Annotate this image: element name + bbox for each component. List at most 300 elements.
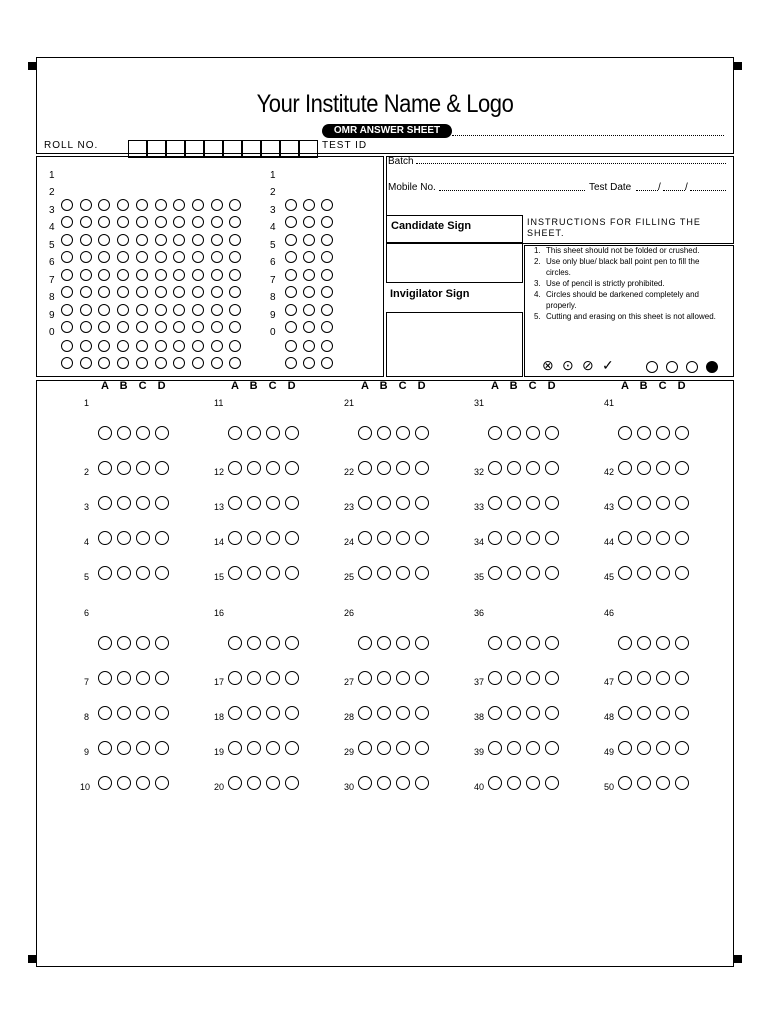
answer-bubble[interactable] <box>675 636 689 650</box>
answer-bubble[interactable] <box>396 566 410 580</box>
answer-bubble[interactable] <box>618 776 632 790</box>
answer-bubble[interactable] <box>266 671 280 685</box>
roll-bubble[interactable] <box>61 340 73 352</box>
answer-bubble[interactable] <box>117 706 131 720</box>
answer-bubble[interactable] <box>396 671 410 685</box>
answer-bubble[interactable] <box>637 461 651 475</box>
roll-bubble[interactable] <box>136 199 148 211</box>
answer-bubble[interactable] <box>228 671 242 685</box>
answer-bubble[interactable] <box>545 531 559 545</box>
answer-bubble[interactable] <box>488 706 502 720</box>
test-date-day-field[interactable] <box>636 190 658 191</box>
answer-bubble[interactable] <box>526 531 540 545</box>
answer-bubble[interactable] <box>618 671 632 685</box>
roll-bubble[interactable] <box>192 321 204 333</box>
answer-bubble[interactable] <box>247 671 261 685</box>
answer-bubble[interactable] <box>285 461 299 475</box>
test-id-bubble[interactable] <box>303 251 315 263</box>
answer-bubble[interactable] <box>675 461 689 475</box>
answer-bubble[interactable] <box>415 461 429 475</box>
answer-bubble[interactable] <box>545 496 559 510</box>
roll-bubble[interactable] <box>117 321 129 333</box>
answer-bubble[interactable] <box>98 531 112 545</box>
answer-bubble[interactable] <box>656 636 670 650</box>
answer-bubble[interactable] <box>247 566 261 580</box>
answer-bubble[interactable] <box>526 496 540 510</box>
answer-bubble[interactable] <box>396 426 410 440</box>
candidate-sign-box[interactable] <box>386 243 523 283</box>
answer-bubble[interactable] <box>247 776 261 790</box>
answer-bubble[interactable] <box>228 706 242 720</box>
test-id-bubble[interactable] <box>303 234 315 246</box>
roll-bubble[interactable] <box>192 269 204 281</box>
roll-bubble[interactable] <box>117 234 129 246</box>
answer-bubble[interactable] <box>637 636 651 650</box>
answer-bubble[interactable] <box>228 566 242 580</box>
answer-bubble[interactable] <box>228 426 242 440</box>
roll-bubble[interactable] <box>117 251 129 263</box>
test-id-bubble[interactable] <box>321 251 333 263</box>
answer-bubble[interactable] <box>247 426 261 440</box>
answer-bubble[interactable] <box>117 671 131 685</box>
answer-bubble[interactable] <box>228 776 242 790</box>
roll-bubble[interactable] <box>80 304 92 316</box>
answer-bubble[interactable] <box>117 776 131 790</box>
test-id-bubble[interactable] <box>321 321 333 333</box>
test-id-bubble[interactable] <box>303 321 315 333</box>
roll-bubble[interactable] <box>61 321 73 333</box>
roll-bubble[interactable] <box>211 321 223 333</box>
answer-bubble[interactable] <box>377 741 391 755</box>
answer-bubble[interactable] <box>155 671 169 685</box>
test-id-bubble[interactable] <box>285 321 297 333</box>
answer-bubble[interactable] <box>637 426 651 440</box>
answer-bubble[interactable] <box>415 671 429 685</box>
roll-bubble[interactable] <box>192 234 204 246</box>
answer-bubble[interactable] <box>358 671 372 685</box>
answer-bubble[interactable] <box>247 706 261 720</box>
answer-bubble[interactable] <box>618 426 632 440</box>
answer-bubble[interactable] <box>117 496 131 510</box>
answer-bubble[interactable] <box>285 566 299 580</box>
roll-bubble[interactable] <box>136 321 148 333</box>
answer-bubble[interactable] <box>136 776 150 790</box>
answer-bubble[interactable] <box>545 706 559 720</box>
answer-bubble[interactable] <box>526 706 540 720</box>
answer-bubble[interactable] <box>358 566 372 580</box>
answer-bubble[interactable] <box>488 531 502 545</box>
roll-bubble[interactable] <box>80 340 92 352</box>
answer-bubble[interactable] <box>618 706 632 720</box>
roll-bubble[interactable] <box>136 340 148 352</box>
answer-bubble[interactable] <box>98 776 112 790</box>
roll-bubble[interactable] <box>117 286 129 298</box>
answer-bubble[interactable] <box>488 741 502 755</box>
answer-bubble[interactable] <box>618 566 632 580</box>
answer-bubble[interactable] <box>358 496 372 510</box>
roll-bubble[interactable] <box>136 357 148 369</box>
answer-bubble[interactable] <box>98 741 112 755</box>
test-id-bubble[interactable] <box>321 216 333 228</box>
answer-bubble[interactable] <box>155 461 169 475</box>
answer-bubble[interactable] <box>228 636 242 650</box>
answer-bubble[interactable] <box>618 496 632 510</box>
roll-bubble[interactable] <box>155 340 167 352</box>
roll-bubble[interactable] <box>80 199 92 211</box>
answer-bubble[interactable] <box>526 566 540 580</box>
roll-bubble[interactable] <box>80 321 92 333</box>
roll-bubble[interactable] <box>211 199 223 211</box>
test-id-bubble[interactable] <box>285 304 297 316</box>
answer-bubble[interactable] <box>358 531 372 545</box>
answer-bubble[interactable] <box>155 531 169 545</box>
answer-bubble[interactable] <box>377 531 391 545</box>
roll-bubble[interactable] <box>155 216 167 228</box>
test-id-bubble[interactable] <box>321 357 333 369</box>
answer-bubble[interactable] <box>247 531 261 545</box>
roll-bubble[interactable] <box>61 357 73 369</box>
test-id-bubble[interactable] <box>321 340 333 352</box>
answer-bubble[interactable] <box>396 741 410 755</box>
answer-bubble[interactable] <box>656 706 670 720</box>
answer-bubble[interactable] <box>377 636 391 650</box>
answer-bubble[interactable] <box>675 741 689 755</box>
answer-bubble[interactable] <box>488 426 502 440</box>
answer-bubble[interactable] <box>415 706 429 720</box>
answer-bubble[interactable] <box>358 426 372 440</box>
roll-bubble[interactable] <box>136 251 148 263</box>
answer-bubble[interactable] <box>98 706 112 720</box>
answer-bubble[interactable] <box>526 741 540 755</box>
roll-bubble[interactable] <box>61 216 73 228</box>
answer-bubble[interactable] <box>488 496 502 510</box>
test-id-bubble[interactable] <box>303 199 315 211</box>
answer-bubble[interactable] <box>637 531 651 545</box>
answer-bubble[interactable] <box>545 426 559 440</box>
answer-bubble[interactable] <box>136 741 150 755</box>
answer-bubble[interactable] <box>377 706 391 720</box>
roll-bubble[interactable] <box>117 269 129 281</box>
answer-bubble[interactable] <box>136 636 150 650</box>
answer-bubble[interactable] <box>656 776 670 790</box>
answer-bubble[interactable] <box>545 566 559 580</box>
roll-bubble[interactable] <box>61 251 73 263</box>
answer-bubble[interactable] <box>675 566 689 580</box>
answer-bubble[interactable] <box>117 531 131 545</box>
roll-bubble[interactable] <box>117 340 129 352</box>
test-id-bubble[interactable] <box>321 304 333 316</box>
answer-bubble[interactable] <box>155 636 169 650</box>
answer-bubble[interactable] <box>358 706 372 720</box>
roll-bubble[interactable] <box>155 199 167 211</box>
roll-bubble[interactable] <box>211 357 223 369</box>
answer-bubble[interactable] <box>155 566 169 580</box>
answer-bubble[interactable] <box>415 636 429 650</box>
roll-bubble[interactable] <box>192 304 204 316</box>
invigilator-sign-box[interactable] <box>386 312 523 377</box>
roll-bubble[interactable] <box>192 216 204 228</box>
answer-bubble[interactable] <box>358 741 372 755</box>
answer-bubble[interactable] <box>507 776 521 790</box>
answer-bubble[interactable] <box>415 776 429 790</box>
test-id-bubble[interactable] <box>303 286 315 298</box>
roll-bubble[interactable] <box>80 234 92 246</box>
answer-bubble[interactable] <box>507 426 521 440</box>
answer-bubble[interactable] <box>545 741 559 755</box>
answer-bubble[interactable] <box>526 426 540 440</box>
answer-bubble[interactable] <box>377 776 391 790</box>
test-id-bubble[interactable] <box>285 234 297 246</box>
answer-bubble[interactable] <box>488 776 502 790</box>
answer-bubble[interactable] <box>285 426 299 440</box>
test-id-bubble[interactable] <box>285 286 297 298</box>
answer-bubble[interactable] <box>266 636 280 650</box>
answer-bubble[interactable] <box>377 496 391 510</box>
answer-bubble[interactable] <box>247 741 261 755</box>
answer-bubble[interactable] <box>285 531 299 545</box>
roll-bubble[interactable] <box>136 286 148 298</box>
answer-bubble[interactable] <box>136 531 150 545</box>
answer-bubble[interactable] <box>545 461 559 475</box>
answer-bubble[interactable] <box>396 776 410 790</box>
answer-bubble[interactable] <box>358 461 372 475</box>
answer-bubble[interactable] <box>415 531 429 545</box>
answer-bubble[interactable] <box>98 426 112 440</box>
answer-bubble[interactable] <box>618 531 632 545</box>
answer-bubble[interactable] <box>545 671 559 685</box>
roll-bubble[interactable] <box>192 251 204 263</box>
answer-bubble[interactable] <box>228 461 242 475</box>
answer-bubble[interactable] <box>247 496 261 510</box>
answer-bubble[interactable] <box>285 776 299 790</box>
answer-bubble[interactable] <box>285 741 299 755</box>
answer-bubble[interactable] <box>488 566 502 580</box>
answer-bubble[interactable] <box>637 671 651 685</box>
test-id-bubble[interactable] <box>285 216 297 228</box>
answer-bubble[interactable] <box>675 671 689 685</box>
answer-bubble[interactable] <box>396 461 410 475</box>
answer-bubble[interactable] <box>266 706 280 720</box>
answer-bubble[interactable] <box>136 566 150 580</box>
answer-bubble[interactable] <box>526 461 540 475</box>
answer-bubble[interactable] <box>285 671 299 685</box>
roll-bubble[interactable] <box>61 286 73 298</box>
answer-bubble[interactable] <box>637 566 651 580</box>
answer-bubble[interactable] <box>136 426 150 440</box>
test-id-bubble[interactable] <box>285 251 297 263</box>
answer-bubble[interactable] <box>228 741 242 755</box>
roll-bubble[interactable] <box>211 286 223 298</box>
answer-bubble[interactable] <box>415 496 429 510</box>
answer-bubble[interactable] <box>507 671 521 685</box>
test-id-bubble[interactable] <box>321 199 333 211</box>
roll-bubble[interactable] <box>117 199 129 211</box>
answer-bubble[interactable] <box>507 496 521 510</box>
answer-bubble[interactable] <box>266 531 280 545</box>
answer-bubble[interactable] <box>247 461 261 475</box>
roll-bubble[interactable] <box>80 251 92 263</box>
answer-bubble[interactable] <box>117 461 131 475</box>
roll-bubble[interactable] <box>155 357 167 369</box>
answer-bubble[interactable] <box>285 706 299 720</box>
answer-bubble[interactable] <box>228 531 242 545</box>
answer-bubble[interactable] <box>488 461 502 475</box>
roll-bubble[interactable] <box>136 216 148 228</box>
answer-bubble[interactable] <box>415 426 429 440</box>
roll-bubble[interactable] <box>80 216 92 228</box>
roll-bubble[interactable] <box>136 234 148 246</box>
answer-bubble[interactable] <box>656 671 670 685</box>
answer-bubble[interactable] <box>415 741 429 755</box>
test-id-bubble[interactable] <box>303 216 315 228</box>
roll-bubble[interactable] <box>61 304 73 316</box>
answer-bubble[interactable] <box>155 741 169 755</box>
answer-bubble[interactable] <box>675 426 689 440</box>
answer-bubble[interactable] <box>507 566 521 580</box>
roll-bubble[interactable] <box>155 234 167 246</box>
roll-bubble[interactable] <box>61 234 73 246</box>
roll-bubble[interactable] <box>117 216 129 228</box>
test-id-bubble[interactable] <box>285 357 297 369</box>
answer-bubble[interactable] <box>675 531 689 545</box>
answer-bubble[interactable] <box>377 461 391 475</box>
roll-bubble[interactable] <box>155 269 167 281</box>
roll-bubble[interactable] <box>211 340 223 352</box>
answer-bubble[interactable] <box>488 636 502 650</box>
answer-bubble[interactable] <box>266 566 280 580</box>
answer-bubble[interactable] <box>656 741 670 755</box>
answer-bubble[interactable] <box>526 671 540 685</box>
test-id-bubble[interactable] <box>303 269 315 281</box>
roll-bubble[interactable] <box>211 234 223 246</box>
answer-bubble[interactable] <box>656 496 670 510</box>
answer-bubble[interactable] <box>377 671 391 685</box>
roll-bubble[interactable] <box>117 304 129 316</box>
answer-bubble[interactable] <box>396 636 410 650</box>
roll-bubble[interactable] <box>211 304 223 316</box>
answer-bubble[interactable] <box>656 566 670 580</box>
answer-bubble[interactable] <box>358 776 372 790</box>
answer-bubble[interactable] <box>618 741 632 755</box>
test-id-bubble[interactable] <box>303 304 315 316</box>
answer-bubble[interactable] <box>545 636 559 650</box>
answer-bubble[interactable] <box>285 496 299 510</box>
roll-bubble[interactable] <box>61 199 73 211</box>
answer-bubble[interactable] <box>266 426 280 440</box>
answer-bubble[interactable] <box>675 496 689 510</box>
answer-bubble[interactable] <box>117 636 131 650</box>
roll-bubble[interactable] <box>192 340 204 352</box>
answer-bubble[interactable] <box>117 566 131 580</box>
answer-bubble[interactable] <box>526 636 540 650</box>
answer-bubble[interactable] <box>136 671 150 685</box>
answer-bubble[interactable] <box>675 706 689 720</box>
answer-bubble[interactable] <box>396 706 410 720</box>
answer-bubble[interactable] <box>656 531 670 545</box>
answer-bubble[interactable] <box>637 706 651 720</box>
answer-bubble[interactable] <box>266 496 280 510</box>
answer-bubble[interactable] <box>637 496 651 510</box>
answer-bubble[interactable] <box>155 706 169 720</box>
roll-bubble[interactable] <box>192 286 204 298</box>
answer-bubble[interactable] <box>98 671 112 685</box>
roll-bubble[interactable] <box>211 216 223 228</box>
roll-bubble[interactable] <box>136 269 148 281</box>
roll-bubble[interactable] <box>136 304 148 316</box>
test-date-year-field[interactable] <box>690 190 726 191</box>
answer-bubble[interactable] <box>618 636 632 650</box>
answer-bubble[interactable] <box>98 566 112 580</box>
answer-bubble[interactable] <box>98 461 112 475</box>
answer-bubble[interactable] <box>266 741 280 755</box>
mobile-field[interactable] <box>439 190 585 191</box>
answer-bubble[interactable] <box>526 776 540 790</box>
answer-bubble[interactable] <box>637 776 651 790</box>
test-date-month-field[interactable] <box>663 190 685 191</box>
roll-bubble[interactable] <box>211 251 223 263</box>
answer-bubble[interactable] <box>507 741 521 755</box>
answer-bubble[interactable] <box>377 566 391 580</box>
answer-bubble[interactable] <box>545 776 559 790</box>
answer-bubble[interactable] <box>656 426 670 440</box>
answer-bubble[interactable] <box>98 636 112 650</box>
answer-bubble[interactable] <box>136 496 150 510</box>
answer-bubble[interactable] <box>358 636 372 650</box>
test-id-bubble[interactable] <box>285 340 297 352</box>
answer-bubble[interactable] <box>507 636 521 650</box>
answer-bubble[interactable] <box>136 461 150 475</box>
answer-bubble[interactable] <box>656 461 670 475</box>
roll-bubble[interactable] <box>80 357 92 369</box>
test-id-bubble[interactable] <box>303 340 315 352</box>
roll-bubble[interactable] <box>61 269 73 281</box>
roll-bubble[interactable] <box>155 321 167 333</box>
answer-bubble[interactable] <box>117 741 131 755</box>
roll-bubble[interactable] <box>155 304 167 316</box>
roll-bubble[interactable] <box>192 357 204 369</box>
answer-bubble[interactable] <box>98 496 112 510</box>
roll-bubble[interactable] <box>155 286 167 298</box>
answer-bubble[interactable] <box>675 776 689 790</box>
answer-bubble[interactable] <box>136 706 150 720</box>
test-id-bubble[interactable] <box>303 357 315 369</box>
test-id-bubble[interactable] <box>321 234 333 246</box>
answer-bubble[interactable] <box>488 671 502 685</box>
answer-bubble[interactable] <box>266 461 280 475</box>
answer-bubble[interactable] <box>285 636 299 650</box>
answer-bubble[interactable] <box>247 636 261 650</box>
answer-bubble[interactable] <box>377 426 391 440</box>
test-id-bubble[interactable] <box>285 269 297 281</box>
roll-bubble[interactable] <box>155 251 167 263</box>
roll-bubble[interactable] <box>117 357 129 369</box>
test-id-bubble[interactable] <box>321 286 333 298</box>
roll-bubble[interactable] <box>192 199 204 211</box>
roll-bubble[interactable] <box>80 286 92 298</box>
answer-bubble[interactable] <box>266 776 280 790</box>
answer-bubble[interactable] <box>415 566 429 580</box>
roll-bubble[interactable] <box>211 269 223 281</box>
test-id-bubble[interactable] <box>321 269 333 281</box>
answer-bubble[interactable] <box>637 741 651 755</box>
answer-bubble[interactable] <box>396 531 410 545</box>
answer-bubble[interactable] <box>117 426 131 440</box>
batch-field[interactable] <box>416 163 726 164</box>
answer-bubble[interactable] <box>228 496 242 510</box>
answer-bubble[interactable] <box>155 776 169 790</box>
answer-bubble[interactable] <box>507 531 521 545</box>
answer-bubble[interactable] <box>618 461 632 475</box>
